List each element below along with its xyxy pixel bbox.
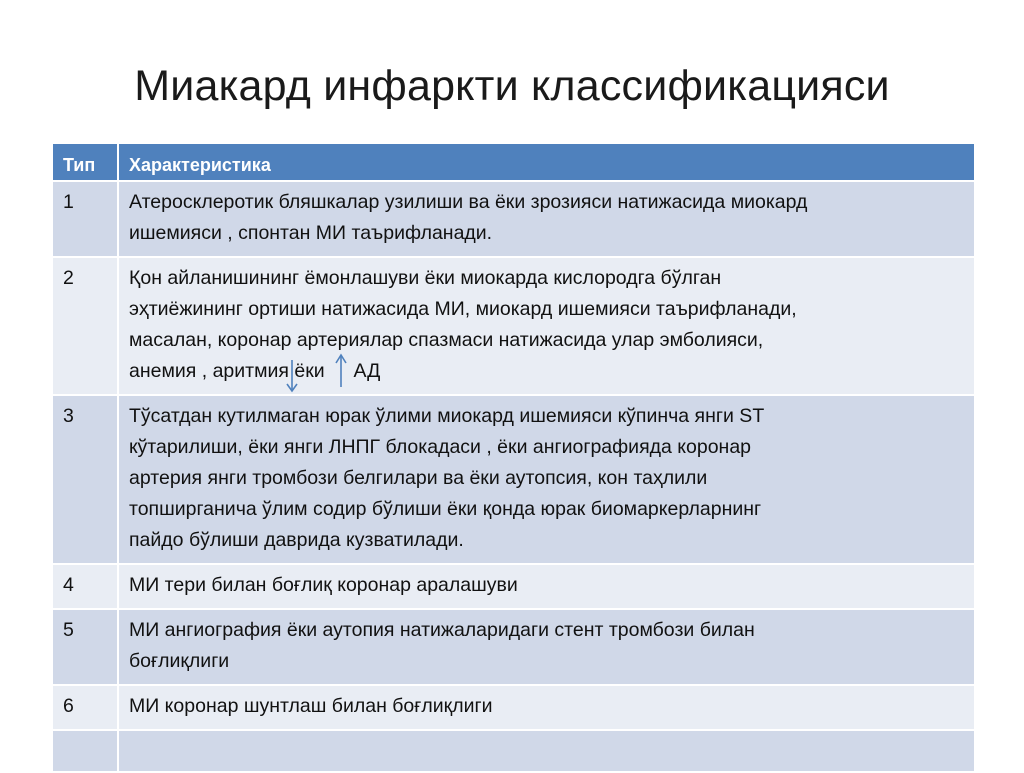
classification-table <box>51 142 976 773</box>
header-characteristic: Характеристика <box>118 143 975 181</box>
text-line: боғлиқлиги <box>129 650 230 672</box>
table-row-1 <box>52 181 975 257</box>
table-row-4 <box>52 564 975 609</box>
text-line: МИ коронар шунтлаш билан боғлиқлиги <box>129 695 493 717</box>
row-type: 1 <box>52 181 118 257</box>
text-line-part: анемия , аритмия <box>129 360 289 382</box>
table-row-empty <box>52 730 975 772</box>
header-type: Тип <box>52 143 118 181</box>
table-row-6 <box>52 685 975 730</box>
row-characteristic-empty <box>118 730 975 772</box>
text-line: МИ тери билан боғлиқ коронар аралашуви <box>129 574 518 596</box>
text-line: Атеросклеротик бляшкалар узилиши ва ёки зрозияси натижасида миокард <box>129 191 808 213</box>
row-type: 4 <box>52 564 118 609</box>
text-line: МИ ангиография ёки аутопия натижаларидаги стент тромбози билан <box>129 619 755 641</box>
text-line: масалан, коронар артериялар спазмаси натижасида улар эмболияси, <box>129 329 764 351</box>
table-row-2 <box>52 257 975 395</box>
text-line: ишемияси , спонтан МИ таърифланади. <box>129 222 493 244</box>
row-characteristic <box>118 395 975 564</box>
table-row-5 <box>52 609 975 685</box>
row-type: 2 <box>52 257 118 395</box>
row-characteristic <box>118 609 975 685</box>
text-line: Қон айланишининг ёмонлашуви ёки миокарда кислородга бўлган <box>129 267 722 289</box>
row-characteristic <box>118 257 975 395</box>
row-type: 5 <box>52 609 118 685</box>
row-characteristic <box>118 564 975 609</box>
table-header-row <box>52 143 975 181</box>
text-line: Тўсатдан кутилмаган юрак ўлими миокард ишемияси кўпинча янги ST <box>129 405 765 427</box>
row-type: 3 <box>52 395 118 564</box>
row-type-empty <box>52 730 118 772</box>
text-line: артерия янги тромбози белгилари ва ёки аутопсия, кон таҳлили <box>129 467 708 489</box>
row-characteristic <box>118 685 975 730</box>
row-characteristic <box>118 181 975 257</box>
text-line-part: АД <box>348 360 381 382</box>
row-type: 6 <box>52 685 118 730</box>
text-line: кўтарилиши, ёки янги ЛНПГ блокадаси , ёки ангиографияда коронар <box>129 436 752 458</box>
table-row-3 <box>52 395 975 564</box>
text-line-part: ёки <box>288 360 331 382</box>
text-line: пайдо бўлиши даврида кузватилади. <box>129 529 464 551</box>
text-line: топширганича ўлим содир бўлиши ёки қонда юрак биомаркерларнинг <box>129 498 762 520</box>
slide-title: Миакард инфаркти классификацияси <box>134 62 890 110</box>
text-line: эҳтиёжининг ортиши натижасида МИ, миокард ишемияси таърифланади, <box>129 298 797 320</box>
